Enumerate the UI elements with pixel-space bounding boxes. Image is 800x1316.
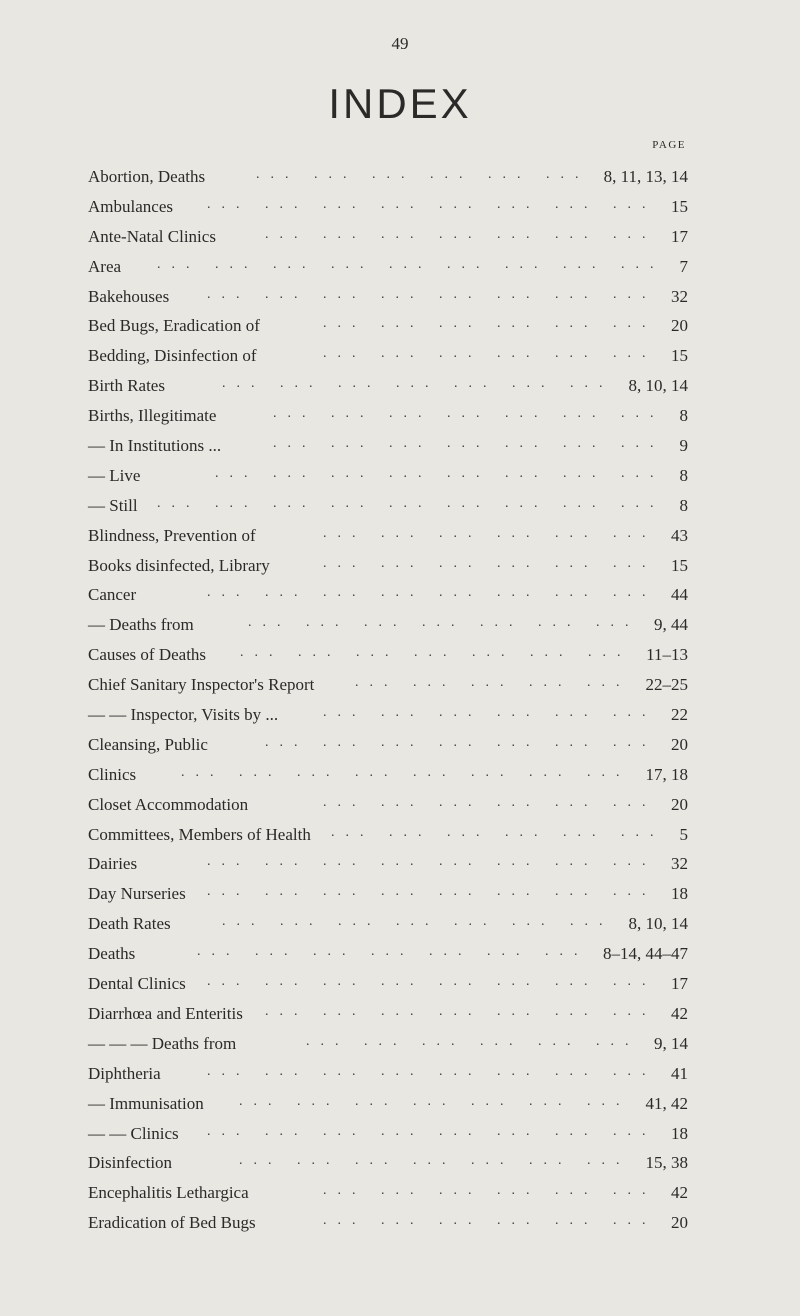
index-entry: [88, 341, 688, 371]
index-entry: [88, 640, 688, 670]
index-entry-label: — Deaths from: [88, 615, 194, 635]
dot-leader: ... ... ... ... ... ...: [323, 705, 657, 721]
dot-leader: ... ... ... ... ... ...: [331, 824, 665, 840]
dot-leader: ... ... ... ... ... ... ...: [248, 615, 640, 631]
index-entry: [88, 491, 688, 521]
index-entry-label: Death Rates: [88, 914, 171, 934]
index-entry: [88, 1148, 688, 1178]
dot-leader: ... ... ... ... ... ... ...: [197, 944, 589, 960]
index-entry-label: Bed Bugs, Eradication of: [88, 316, 260, 336]
index-entry-pages: 8, 10, 14: [628, 376, 688, 396]
dot-leader: ... ... ... ... ... ... ...: [240, 645, 632, 661]
page-column-header: PAGE: [652, 139, 686, 151]
index-entry: [88, 760, 688, 790]
index-entry-pages: 8: [679, 495, 688, 515]
index-entry: [88, 551, 688, 581]
index-entry-pages: 32: [671, 286, 688, 306]
index-entry-label: Eradication of Bed Bugs: [88, 1213, 256, 1233]
index-entry: [88, 580, 688, 610]
dot-leader: ... ... ... ... ... ...: [323, 1183, 657, 1199]
dot-leader: ... ... ... ... ... ...: [256, 167, 590, 182]
index-entry: [88, 730, 688, 760]
index-entry-label: Books disinfected, Library: [88, 555, 270, 575]
index-entry-label: Disinfection: [88, 1153, 173, 1173]
dot-leader: ... ... ... ... ... ...: [323, 316, 657, 332]
index-entry-label: Diarrhœa and Enteritis: [88, 1003, 243, 1023]
index-entry-pages: 42: [671, 1003, 688, 1023]
index-entry-pages: 18: [671, 884, 688, 904]
index-entry: [88, 969, 688, 999]
index-entry: [88, 1178, 688, 1208]
index-entry: [88, 610, 688, 640]
index-entry-pages: 42: [671, 1183, 688, 1203]
index-entry-pages: 20: [671, 316, 688, 336]
index-entry: [88, 222, 688, 252]
index-entry: [88, 461, 688, 491]
index-entry: [88, 790, 688, 820]
index-entry-pages: 15: [671, 555, 688, 575]
dot-leader: ... ... ... ... ... ... ...: [273, 436, 665, 452]
index-entry-label: Chief Sanitary Inspector's Report: [88, 675, 315, 695]
index-entry-pages: 9: [679, 436, 688, 456]
index-entry-label: — — — Deaths from: [88, 1033, 237, 1053]
index-entry: [88, 252, 688, 282]
index-entry-label: Day Nurseries: [88, 884, 186, 904]
dot-leader: ... ... ... ... ... ... ... ... ...: [157, 256, 665, 272]
index-entry-label: Deaths: [88, 944, 136, 964]
dot-leader: ... ... ... ... ... ...: [323, 555, 657, 571]
index-entry-pages: 15, 38: [645, 1153, 688, 1173]
index-entry-pages: 44: [671, 585, 688, 605]
index-entry-label: — Live: [88, 465, 141, 485]
index-entry-label: Dental Clinics: [88, 974, 186, 994]
index-entry-pages: 22–25: [645, 675, 688, 695]
index-entry-label: Causes of Deaths: [88, 645, 207, 665]
index-entry-pages: 17: [671, 974, 688, 994]
dot-leader: ... ... ... ... ... ... ... ...: [207, 1063, 657, 1079]
index-entry: [88, 371, 688, 401]
index-entry-pages: 9, 14: [654, 1033, 688, 1053]
index-entry-pages: 18: [671, 1123, 688, 1143]
index-entry-label: Births, Illegitimate: [88, 406, 217, 426]
index-entry-label: Encephalitis Lethargica: [88, 1183, 249, 1203]
index-entry-pages: 15: [671, 196, 688, 216]
index-entry: [88, 1208, 688, 1238]
index-entry-pages: 8, 11, 13, 14: [603, 167, 688, 186]
index-entry: [88, 521, 688, 551]
dot-leader: ... ... ... ... ... ... ...: [239, 1093, 631, 1109]
dot-leader: ... ... ... ... ... ... ...: [222, 376, 614, 392]
dot-leader: ... ... ... ... ... ...: [323, 1213, 657, 1229]
index-entry-label: Ante-Natal Clinics: [88, 226, 216, 246]
index-entry-pages: 20: [671, 734, 688, 754]
index-entry: [88, 999, 688, 1029]
index-entry-pages: 9, 44: [654, 615, 688, 635]
index-entry-pages: 20: [671, 794, 688, 814]
dot-leader: ... ... ... ... ... ... ...: [273, 406, 665, 422]
index-entry-label: Abortion, Deaths: [88, 167, 206, 186]
index-entry-pages: 32: [671, 854, 688, 874]
dot-leader: ... ... ... ... ... ... ... ...: [207, 1123, 657, 1139]
index-entry-label: — In Institutions ...: [88, 436, 222, 456]
index-entry: [88, 192, 688, 222]
dot-leader: ... ... ... ... ... ... ... ...: [215, 465, 665, 481]
index-entry: [88, 1029, 688, 1059]
dot-leader: ... ... ... ... ... ...: [306, 1033, 640, 1049]
index-entry-label: Clinics: [88, 764, 137, 784]
index-entry-label: Closet Accommodation: [88, 794, 249, 814]
index-entry: [88, 820, 688, 850]
index-entry-label: Blindness, Prevention of: [88, 525, 256, 545]
index-entry: [88, 1089, 688, 1119]
index-entry-pages: 41: [671, 1063, 688, 1083]
dot-leader: ... ... ... ... ... ... ...: [265, 734, 657, 750]
dot-leader: ... ... ... ... ... ... ... ...: [207, 286, 657, 302]
index-entry-label: Area: [88, 256, 122, 276]
index-entry-label: Dairies: [88, 854, 138, 874]
index-entry: [88, 401, 688, 431]
index-entry-pages: 22: [671, 705, 688, 725]
index-entry: [88, 849, 688, 879]
dot-leader: ... ... ... ... ... ... ... ...: [207, 196, 657, 212]
dot-leader: ... ... ... ... ... ... ...: [265, 226, 657, 242]
index-entry-label: — Still: [88, 495, 138, 515]
dot-leader: ... ... ... ... ... ... ...: [222, 914, 614, 930]
index-entry-pages: 11–13: [646, 645, 688, 665]
index-entry: [88, 282, 688, 312]
index-entry: [88, 909, 688, 939]
index-entry-label: — — Inspector, Visits by ...: [88, 705, 279, 725]
index-entry-pages: 43: [671, 525, 688, 545]
dot-leader: ... ... ... ... ... ... ... ...: [207, 585, 657, 601]
index-entry-label: Ambulances: [88, 196, 173, 216]
index-entry-label: Cancer: [88, 585, 137, 605]
index-entry-pages: 8–14, 44–47: [603, 944, 688, 964]
index-entry: [88, 1119, 688, 1149]
dot-leader: ... ... ... ... ... ...: [323, 346, 657, 362]
dot-leader: ... ... ... ... ... ... ... ...: [207, 884, 657, 900]
index-entry: [88, 939, 688, 969]
index-entry-label: — Immunisation: [88, 1093, 204, 1113]
index-entry-label: Committees, Members of Health: [88, 824, 311, 844]
index-entry-pages: 41, 42: [645, 1093, 688, 1113]
dot-leader: ... ... ... ... ... ...: [323, 794, 657, 810]
dot-leader: ... ... ... ... ... ... ... ...: [207, 854, 657, 870]
dot-leader: ... ... ... ... ...: [355, 675, 631, 691]
index-entry: [88, 700, 688, 730]
index-entry-pages: 8: [679, 465, 688, 485]
dot-leader: ... ... ... ... ... ...: [323, 525, 657, 541]
dot-leader: ... ... ... ... ... ... ...: [239, 1153, 631, 1169]
page-number: 49: [391, 34, 409, 53]
index-entry: [88, 1059, 688, 1089]
index-entry-pages: 8: [679, 406, 688, 426]
index-entry-pages: 20: [671, 1213, 688, 1233]
index-entry: [88, 162, 688, 192]
index-entry-label: Diphtheria: [88, 1063, 161, 1083]
index-entry: [88, 879, 688, 909]
dot-leader: ... ... ... ... ... ... ... ...: [181, 764, 631, 780]
dot-leader: ... ... ... ... ... ... ...: [265, 1003, 657, 1019]
index-entry-label: Cleansing, Public: [88, 734, 208, 754]
index-entry-pages: 5: [679, 824, 688, 844]
index-entry-pages: 8, 10, 14: [628, 914, 688, 934]
index-entry-label: Bakehouses: [88, 286, 170, 306]
index-entry: [88, 311, 688, 341]
index-entry: [88, 431, 688, 461]
dot-leader: ... ... ... ... ... ... ... ...: [207, 974, 657, 990]
index-entry-pages: 17, 18: [645, 764, 688, 784]
index-entry-label: Bedding, Disinfection of: [88, 346, 257, 366]
index-entry-pages: 17: [671, 226, 688, 246]
index-entries: [88, 162, 688, 1238]
dot-leader: ... ... ... ... ... ... ... ... ...: [157, 495, 665, 511]
index-entry-label: — — Clinics: [88, 1123, 179, 1143]
index-entry-pages: 7: [679, 256, 688, 276]
page-title: INDEX: [328, 80, 472, 127]
index-entry-pages: 15: [671, 346, 688, 366]
index-entry-label: Birth Rates: [88, 376, 165, 396]
index-entry: [88, 670, 688, 700]
